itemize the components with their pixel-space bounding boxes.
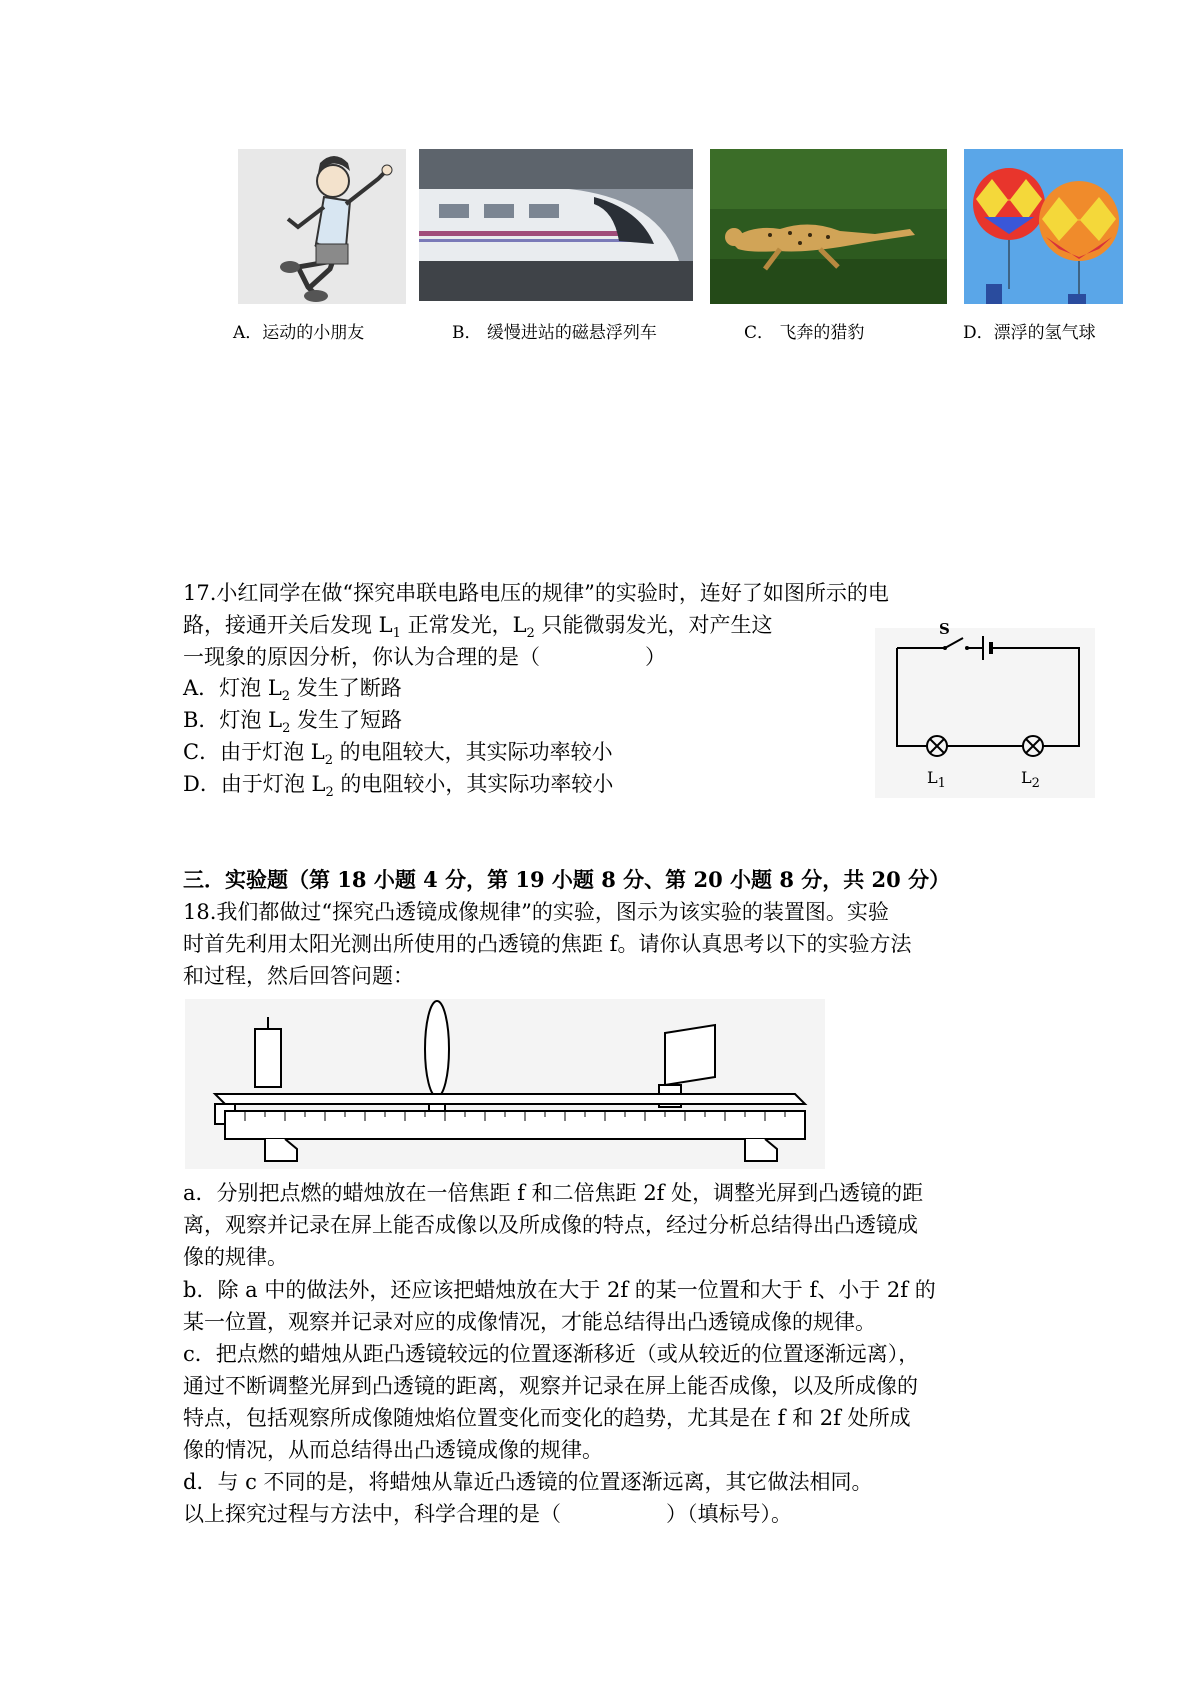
optical-bench-diagram [185, 999, 825, 1169]
q18-body-11: 以上探究过程与方法中，科学合理的是（ ）（填标号）。 [183, 1502, 792, 1526]
q18-body-4: b．除 a 中的做法外，还应该把蜡烛放在大于 2f 的某一位置和大于 f、小于 2f 的 [183, 1278, 936, 1302]
running-kid-image [238, 149, 406, 304]
q18-body-2: 离，观察并记录在屏上能否成像以及所成像的特点，经过分析总结得出凸透镜成 [183, 1213, 918, 1237]
caption-a: A．运动的小朋友 [233, 323, 365, 343]
q18-body-3: 像的规律。 [183, 1245, 288, 1269]
q17-option-d: D．由于灯泡 $L_2$ 的电阻较小，其实际功率较小 [183, 772, 614, 801]
maglev-train-image [419, 149, 693, 301]
q17-line2: 路，接通开关后发现 $L_1$ 正常发光，$L_2$ 只能微弱发光，对产生这 [183, 613, 773, 642]
q18-body-7: 通过不断调整光屏到凸透镜的距离，观察并记录在屏上能否成像，以及所成像的 [183, 1374, 918, 1398]
lamp2-label: $L_2$ [1021, 768, 1040, 792]
q18-body-9: 像的情况，从而总结得出凸透镜成像的规律。 [183, 1438, 603, 1462]
caption-b: B． 缓慢进站的磁悬浮列车 [452, 323, 657, 343]
q17-line1: 17.小红同学在做“探究串联电路电压的规律”的实验时，连好了如图所示的电 [183, 581, 889, 605]
q18-body-8: 特点，包括观察所成像随烛焰位置变化而变化的趋势，尤其是在 f 和 2f 处所成 [183, 1406, 911, 1430]
q18-intro-2: 时首先利用太阳光测出所使用的凸透镜的焦距 f。请你认真思考以下的实验方法 [183, 932, 912, 956]
q17-option-b: B．灯泡 $L_2$ 发生了短路 [183, 708, 403, 737]
balloons-image [964, 149, 1123, 304]
switch-label: S [939, 620, 950, 638]
q17-option-a: A．灯泡 $L_2$ 发生了断路 [183, 676, 402, 705]
q17-line3: 一现象的原因分析，你认为合理的是（ ） [183, 645, 666, 669]
q18-body-1: a．分别把点燃的蜡烛放在一倍焦距 f 和二倍焦距 2f 处，调整光屏到凸透镜的距 [183, 1181, 924, 1205]
circuit-diagram [875, 620, 1095, 798]
q17-option-c: C．由于灯泡 $L_2$ 的电阻较大，其实际功率较小 [183, 740, 613, 769]
q18-body-10: d．与 c 不同的是，将蜡烛从靠近凸透镜的位置逐渐远离，其它做法相同。 [183, 1470, 873, 1494]
cheetah-image [710, 149, 947, 304]
q18-intro-3: 和过程，然后回答问题： [183, 964, 414, 988]
section3-heading: 三．实验题（第 18 小题 4 分，第 19 小题 8 分、第 20 小题 8 分，共 20 分） [183, 867, 951, 892]
q18-intro-1: 18.我们都做过“探究凸透镜成像规律”的实验，图示为该实验的装置图。实验 [183, 900, 889, 924]
q18-body-5: 某一位置，观察并记录对应的成像情况，才能总结得出凸透镜成像的规律。 [183, 1310, 876, 1334]
lamp1-label: $L_1$ [927, 768, 946, 792]
caption-c: C． 飞奔的猎豹 [744, 323, 865, 343]
q18-body-6: c．把点燃的蜡烛从距凸透镜较远的位置逐渐移近（或从较近的位置逐渐远离）， [183, 1342, 920, 1366]
caption-d: D．漂浮的氢气球 [963, 323, 1096, 343]
